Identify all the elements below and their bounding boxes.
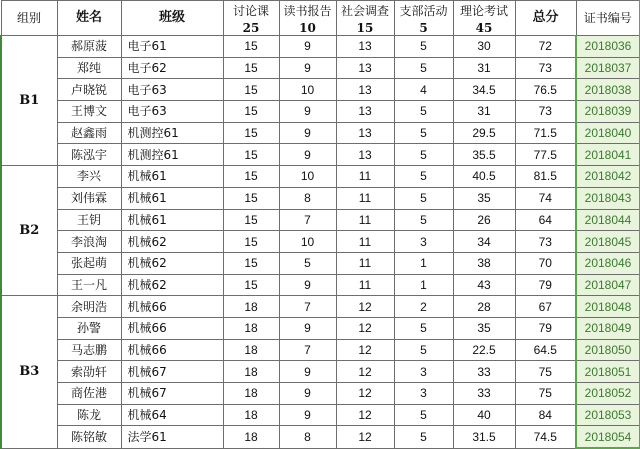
cell-discussion: 15 xyxy=(223,36,279,58)
cell-reading: 8 xyxy=(279,187,336,209)
cell-survey: 11 xyxy=(336,187,394,209)
cell-name: 李浪淘 xyxy=(57,231,121,253)
table-row xyxy=(1,361,640,383)
header-branch: 支部活动 xyxy=(394,1,453,22)
cell-class: 电子62 xyxy=(121,57,223,79)
max-exam: 45 xyxy=(453,21,515,36)
cell-reading: 7 xyxy=(279,209,336,231)
cell-total: 70 xyxy=(515,252,576,274)
table-row xyxy=(1,383,640,405)
table-body xyxy=(1,36,640,449)
cell-cert[interactable]: 2018047 xyxy=(576,274,640,296)
header-survey: 社会调查 xyxy=(336,1,394,22)
cell-discussion: 15 xyxy=(223,252,279,274)
cell-discussion: 18 xyxy=(223,404,279,426)
cell-name: 孙警 xyxy=(57,317,121,339)
cell-branch: 2 xyxy=(394,296,453,318)
header-row xyxy=(1,1,640,22)
header-total: 总分 xyxy=(515,1,576,36)
cell-total: 81.5 xyxy=(515,166,576,188)
cell-exam: 35 xyxy=(453,317,515,339)
cell-exam: 35 xyxy=(453,187,515,209)
group-label: B2 xyxy=(1,166,57,296)
cell-reading: 9 xyxy=(279,274,336,296)
cell-reading: 7 xyxy=(279,339,336,361)
header-cert: 证书编号 xyxy=(576,1,640,36)
cell-branch: 1 xyxy=(394,274,453,296)
cell-branch: 5 xyxy=(394,57,453,79)
cell-reading: 9 xyxy=(279,122,336,144)
cell-total: 71.5 xyxy=(515,122,576,144)
cell-total: 76.5 xyxy=(515,79,576,101)
cell-exam: 33 xyxy=(453,383,515,405)
table-row xyxy=(1,57,640,79)
table-row xyxy=(1,166,640,188)
cell-name: 卢晓锐 xyxy=(57,79,121,101)
cell-exam: 29.5 xyxy=(453,122,515,144)
cell-cert[interactable]: 2018048 xyxy=(576,296,640,318)
cell-total: 73 xyxy=(515,57,576,79)
cell-discussion: 15 xyxy=(223,122,279,144)
cell-branch: 4 xyxy=(394,79,453,101)
cell-exam: 33 xyxy=(453,361,515,383)
cell-reading: 10 xyxy=(279,231,336,253)
cell-class: 机械61 xyxy=(121,209,223,231)
cell-cert[interactable]: 2018039 xyxy=(576,101,640,123)
cell-branch: 1 xyxy=(394,252,453,274)
cell-reading: 10 xyxy=(279,166,336,188)
cell-cert[interactable]: 2018037 xyxy=(576,57,640,79)
cell-discussion: 18 xyxy=(223,361,279,383)
header-class: 班级 xyxy=(121,1,223,36)
cell-exam: 38 xyxy=(453,252,515,274)
cell-name: 郝原菠 xyxy=(57,36,121,58)
cell-name: 陈铭敏 xyxy=(57,426,121,448)
table-row xyxy=(1,274,640,296)
cell-discussion: 18 xyxy=(223,339,279,361)
table-row xyxy=(1,101,640,123)
cell-discussion: 15 xyxy=(223,209,279,231)
cell-class: 机械67 xyxy=(121,383,223,405)
cell-discussion: 15 xyxy=(223,166,279,188)
cell-cert[interactable]: 2018053 xyxy=(576,404,640,426)
table-row xyxy=(1,209,640,231)
cell-reading: 9 xyxy=(279,383,336,405)
table-row xyxy=(1,252,640,274)
cell-cert[interactable]: 2018040 xyxy=(576,122,640,144)
cell-cert[interactable]: 2018049 xyxy=(576,317,640,339)
cell-survey: 12 xyxy=(336,426,394,448)
cell-branch: 5 xyxy=(394,426,453,448)
cell-total: 73 xyxy=(515,231,576,253)
cell-class: 法学61 xyxy=(121,426,223,448)
cell-class: 机械62 xyxy=(121,231,223,253)
cell-total: 67 xyxy=(515,296,576,318)
cell-total: 73 xyxy=(515,101,576,123)
cell-reading: 9 xyxy=(279,404,336,426)
cell-survey: 13 xyxy=(336,36,394,58)
cell-discussion: 18 xyxy=(223,426,279,448)
cell-name: 王钥 xyxy=(57,209,121,231)
cell-cert[interactable]: 2018054 xyxy=(576,426,640,448)
cell-reading: 9 xyxy=(279,144,336,166)
table-row xyxy=(1,231,640,253)
cell-class: 机测控61 xyxy=(121,144,223,166)
cell-discussion: 15 xyxy=(223,274,279,296)
cell-discussion: 15 xyxy=(223,79,279,101)
cell-total: 64.5 xyxy=(515,339,576,361)
cell-survey: 13 xyxy=(336,57,394,79)
cell-reading: 9 xyxy=(279,361,336,383)
cell-class: 机械66 xyxy=(121,296,223,318)
cell-survey: 13 xyxy=(336,144,394,166)
cell-survey: 12 xyxy=(336,404,394,426)
cell-name: 陈龙 xyxy=(57,404,121,426)
table-row xyxy=(1,426,640,448)
cell-reading: 5 xyxy=(279,252,336,274)
cell-discussion: 15 xyxy=(223,101,279,123)
cell-survey: 11 xyxy=(336,166,394,188)
cell-reading: 8 xyxy=(279,426,336,448)
cell-name: 马志鹏 xyxy=(57,339,121,361)
cell-name: 商佐港 xyxy=(57,383,121,405)
header-exam: 理论考试 xyxy=(453,1,515,22)
cell-cert[interactable]: 2018052 xyxy=(576,383,640,405)
cell-class: 电子63 xyxy=(121,101,223,123)
cell-cert[interactable]: 2018045 xyxy=(576,231,640,253)
cell-discussion: 15 xyxy=(223,231,279,253)
cell-class: 机械66 xyxy=(121,339,223,361)
cell-class: 机测控61 xyxy=(121,122,223,144)
cell-name: 赵鑫雨 xyxy=(57,122,121,144)
cell-exam: 28 xyxy=(453,296,515,318)
cell-survey: 11 xyxy=(336,209,394,231)
cell-exam: 40 xyxy=(453,404,515,426)
cell-branch: 5 xyxy=(394,36,453,58)
cell-class: 电子63 xyxy=(121,79,223,101)
cell-branch: 5 xyxy=(394,166,453,188)
group-label: B1 xyxy=(1,36,57,166)
cell-survey: 11 xyxy=(336,252,394,274)
cell-exam: 22.5 xyxy=(453,339,515,361)
cell-discussion: 18 xyxy=(223,317,279,339)
cell-cert[interactable]: 2018038 xyxy=(576,79,640,101)
cell-class: 机械66 xyxy=(121,317,223,339)
cell-name: 索劭轩 xyxy=(57,361,121,383)
cell-branch: 5 xyxy=(394,209,453,231)
cell-cert[interactable]: 2018051 xyxy=(576,361,640,383)
cell-name: 张起萌 xyxy=(57,252,121,274)
cell-exam: 35.5 xyxy=(453,144,515,166)
cell-branch: 5 xyxy=(394,144,453,166)
cell-total: 74.5 xyxy=(515,426,576,448)
max-branch: 5 xyxy=(394,21,453,36)
header-group: 组别 xyxy=(1,1,57,36)
cell-branch: 5 xyxy=(394,187,453,209)
group-label: B3 xyxy=(1,296,57,448)
cell-name: 郑纯 xyxy=(57,57,121,79)
cell-total: 75 xyxy=(515,383,576,405)
cell-exam: 31.5 xyxy=(453,426,515,448)
header-reading: 读书报告 xyxy=(279,1,336,22)
cell-name: 刘伟霖 xyxy=(57,187,121,209)
cell-cert[interactable]: 2018044 xyxy=(576,209,640,231)
cell-survey: 12 xyxy=(336,383,394,405)
max-discussion: 25 xyxy=(223,21,279,36)
max-reading: 10 xyxy=(279,21,336,36)
cell-exam: 43 xyxy=(453,274,515,296)
cell-survey: 11 xyxy=(336,231,394,253)
cell-survey: 12 xyxy=(336,361,394,383)
cell-reading: 10 xyxy=(279,79,336,101)
cell-survey: 13 xyxy=(336,79,394,101)
cell-exam: 31 xyxy=(453,101,515,123)
cell-class: 机械61 xyxy=(121,166,223,188)
cell-class: 机械61 xyxy=(121,187,223,209)
cell-branch: 5 xyxy=(394,404,453,426)
cell-total: 72 xyxy=(515,36,576,58)
cell-class: 机械62 xyxy=(121,274,223,296)
table-row xyxy=(1,296,640,318)
cell-discussion: 15 xyxy=(223,144,279,166)
cell-class: 机械62 xyxy=(121,252,223,274)
cell-total: 79 xyxy=(515,317,576,339)
cell-name: 李兴 xyxy=(57,166,121,188)
cell-reading: 9 xyxy=(279,36,336,58)
cell-cert[interactable]: 2018036 xyxy=(576,36,640,58)
cell-branch: 5 xyxy=(394,317,453,339)
cell-survey: 12 xyxy=(336,296,394,318)
cell-reading: 9 xyxy=(279,101,336,123)
max-survey: 15 xyxy=(336,21,394,36)
cell-total: 64 xyxy=(515,209,576,231)
cell-branch: 3 xyxy=(394,383,453,405)
table-row xyxy=(1,36,640,58)
cell-cert[interactable]: 2018042 xyxy=(576,166,640,188)
cell-exam: 31 xyxy=(453,57,515,79)
cell-total: 84 xyxy=(515,404,576,426)
cell-branch: 5 xyxy=(394,122,453,144)
cell-name: 陈泓宇 xyxy=(57,144,121,166)
cell-total: 74 xyxy=(515,187,576,209)
cell-branch: 3 xyxy=(394,361,453,383)
cell-total: 75 xyxy=(515,361,576,383)
header-discussion: 讨论课 xyxy=(223,1,279,22)
cell-cert[interactable]: 2018046 xyxy=(576,252,640,274)
cell-survey: 12 xyxy=(336,317,394,339)
cell-discussion: 18 xyxy=(223,383,279,405)
cell-name: 王一凡 xyxy=(57,274,121,296)
cell-exam: 26 xyxy=(453,209,515,231)
cell-reading: 9 xyxy=(279,317,336,339)
cell-reading: 7 xyxy=(279,296,336,318)
cell-total: 79 xyxy=(515,274,576,296)
cell-exam: 40.5 xyxy=(453,166,515,188)
header-name: 姓名 xyxy=(57,1,121,36)
cell-exam: 34 xyxy=(453,231,515,253)
cell-class: 机械64 xyxy=(121,404,223,426)
cell-cert[interactable]: 2018050 xyxy=(576,339,640,361)
cell-survey: 13 xyxy=(336,101,394,123)
cell-branch: 5 xyxy=(394,339,453,361)
table-row xyxy=(1,339,640,361)
table-row xyxy=(1,79,640,101)
cell-cert[interactable]: 2018043 xyxy=(576,187,640,209)
cell-exam: 30 xyxy=(453,36,515,58)
cell-branch: 5 xyxy=(394,101,453,123)
cell-name: 余明浩 xyxy=(57,296,121,318)
cell-discussion: 15 xyxy=(223,187,279,209)
cell-class: 电子61 xyxy=(121,36,223,58)
cell-name: 王博文 xyxy=(57,101,121,123)
cell-survey: 11 xyxy=(336,274,394,296)
cell-discussion: 18 xyxy=(223,296,279,318)
cell-survey: 13 xyxy=(336,122,394,144)
cell-reading: 9 xyxy=(279,57,336,79)
cell-class: 机械67 xyxy=(121,361,223,383)
cell-branch: 3 xyxy=(394,231,453,253)
cell-exam: 34.5 xyxy=(453,79,515,101)
table-row xyxy=(1,144,640,166)
table-row xyxy=(1,317,640,339)
table-row xyxy=(1,187,640,209)
cell-discussion: 15 xyxy=(223,57,279,79)
table-row xyxy=(1,404,640,426)
cell-survey: 12 xyxy=(336,339,394,361)
cell-cert[interactable]: 2018041 xyxy=(576,144,640,166)
cell-total: 77.5 xyxy=(515,144,576,166)
table-row xyxy=(1,122,640,144)
